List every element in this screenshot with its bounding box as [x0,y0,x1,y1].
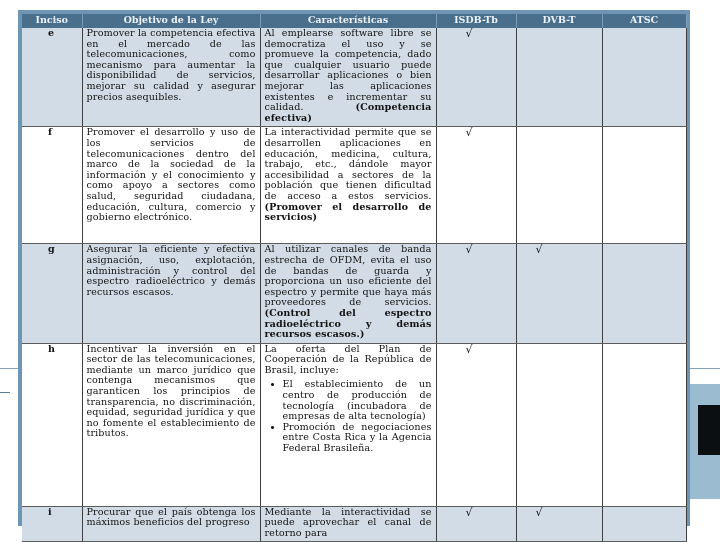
row-atsc-check [602,28,686,127]
row-atsc-check [602,343,686,506]
caracteristicas-text: Mediante la interactividad se puede aprovechar el canal de retorno para [264,506,432,539]
check-mark-icon: √ [465,342,473,356]
table-row [22,506,686,542]
row-caracteristicas [260,244,436,343]
check-mark-icon: √ [535,505,543,519]
row-dvb-check [516,28,602,127]
table-row [22,244,686,343]
row-atsc-check [602,127,686,244]
row-isdb-check [436,506,516,542]
comparison-table [22,14,687,542]
row-caracteristicas [260,506,436,542]
row-inciso: e [22,28,82,127]
caracteristicas-text: Al utilizar canales de banda estrecha de OFDM, evita el uso de bandas de guarda y proporciona un uso eficiente del espectro y permite que haya más proveedores de servicios. [264,244,432,309]
header-caracteristicas: Características [260,14,436,28]
row-isdb-check [436,127,516,244]
check-mark-icon: √ [465,126,473,140]
table-header-row [22,14,686,28]
row-dvb-check [516,343,602,506]
row-inciso: i [22,506,82,542]
table-row [22,127,686,244]
caracteristicas-note: (Competencia efectiva) [264,102,432,124]
row-inciso: f [22,127,82,244]
slide-side-block [698,405,720,455]
check-mark-icon: √ [465,27,473,40]
row-isdb-check [436,28,516,127]
caracteristicas-text: La interactividad permite que se desarrollen aplicaciones en educación, medicina, cultura, trabajo, etc., dándole mayor accesibilidad a sectores de la población que tienen dificultad de acceso a estos servicios. [264,127,432,202]
slide-accent-tick [0,392,10,393]
row-dvb-check [516,244,602,343]
row-inciso: h [22,343,82,506]
caracteristicas-note: (Control del espectro radioeléctrico y demás recursos escasos.) [264,307,432,341]
header-dvb: DVB-T [516,14,602,28]
row-isdb-check [436,343,516,506]
caracteristicas-bullet-list [265,380,432,454]
header-atsc: ATSC [602,14,686,28]
table-row [22,28,686,127]
list-item: • El establecimiento de un centro de producción de tecnología (incubadora de empresas de alta tecnología) [283,380,432,422]
row-caracteristicas [260,127,436,244]
row-objetivo: Promover la competencia efectiva en el mercado de las telecomunicaciones, como mecanismo para aumentar la disponibilidad de servicios, mejorar su calidad y asegurar precios asequibles. [82,28,260,127]
row-objetivo: Asegurar la eficiente y efectiva asignación, uso, explotación, administración y control del espectro radioeléctrico y demás recursos escasos. [82,244,260,343]
caracteristicas-text: La oferta del Plan de Cooperación de la República de Brasil, incluye: [264,343,432,376]
row-caracteristicas [260,28,436,127]
row-caracteristicas [260,343,436,506]
caracteristicas-note: (Promover el desarrollo de servicios) [264,201,432,224]
row-atsc-check [602,244,686,343]
check-mark-icon: √ [465,243,473,257]
header-objetivo: Objetivo de la Ley [82,14,260,28]
row-objetivo: Procurar que el país obtenga los máximos beneficios del progreso [82,506,260,542]
caracteristicas-text: Al emplearse software libre se democratiza el uso y se promueve la competencia, dado que cualquier usuario puede desarrollar aplicaciones o bien mejorar las aplicaciones existentes e incrementar su calidad. [264,28,432,114]
header-inciso: Inciso [22,14,82,28]
document-table-image [22,14,686,539]
row-dvb-check [516,127,602,244]
row-inciso: g [22,244,82,343]
header-isdb: ISDB-Tb [436,14,516,28]
row-objetivo: Promover el desarrollo y uso de los servicios de telecomunicaciones dentro del marco de la sociedad de la información y el conocimiento y como apoyo a sectores como salud, seguridad ciudadana, educación, cultura, comercio y gobierno electrónico. [82,127,260,244]
check-mark-icon: √ [465,505,473,519]
row-isdb-check [436,244,516,343]
row-objetivo: Incentivar la inversión en el sector de las telecomunicaciones, mediante un marco jurídico que contenga mecanismos que garanticen los principios de transparencia, no discriminación, equidad, seguridad jurídica y que no fomente el establecimiento de tributos. [82,343,260,506]
table-row [22,343,686,506]
check-mark-icon: √ [535,243,543,257]
list-item: • Promoción de negociaciones entre Costa Rica y la Agencia Federal Brasileña. [283,423,432,455]
row-atsc-check [602,506,686,542]
row-dvb-check [516,506,602,542]
